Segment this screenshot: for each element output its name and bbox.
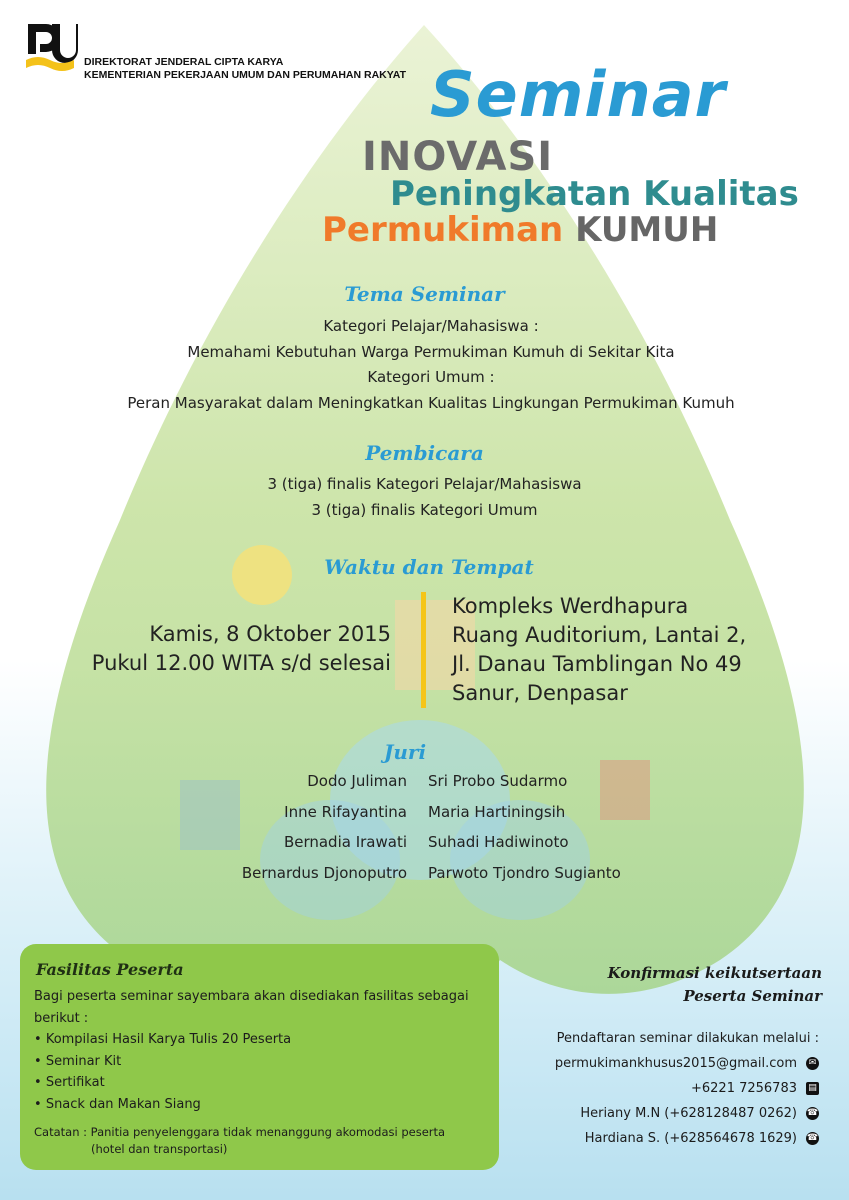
konfirmasi-contacts [555, 1026, 819, 1151]
juri-name: Sri Probo Sudarmo [428, 772, 568, 790]
konfirmasi-heading [608, 962, 822, 1008]
konfirmasi-intro: Pendaftaran seminar dilakukan melalui : [556, 1031, 819, 1046]
fasilitas-list [34, 1029, 489, 1115]
fasilitas-intro: Bagi peserta seminar sayembara akan disediakan fasilitas sebagai berikut : [34, 989, 469, 1026]
juri-name: Dodo Juliman [307, 772, 407, 790]
event-time: Pukul 12.00 WITA s/d selesai [91, 651, 391, 675]
juri-left-column [242, 766, 407, 888]
juri-right-column [428, 766, 621, 888]
waktu-heading: Waktu dan Tempat [324, 555, 534, 579]
pu-logo [22, 20, 78, 78]
organization-name [84, 56, 406, 82]
juri-name: Bernadia Irawati [283, 833, 407, 851]
juri-name: Bernardus Djonoputro [241, 863, 407, 882]
contact-fax: +6221 7256783 [690, 1081, 797, 1096]
pembicara-line-2: 3 (tiga) finalis Kategori Umum [311, 500, 538, 519]
waktu-datetime [92, 620, 391, 678]
place-line-4: Sanur, Denpasar [452, 681, 628, 705]
contact-phone-2: Hardiana S. (+628564678 1629) [584, 1131, 797, 1146]
tema-line-3: Kategori Umum : [367, 368, 495, 386]
fasilitas-heading: Fasilitas Peserta [36, 960, 184, 979]
note-line-2: (hotel dan transportasi) [91, 1142, 228, 1156]
pembicara-body [0, 472, 849, 523]
phone-row-2 [555, 1126, 819, 1151]
org-line-1: DIREKTORAT JENDERAL CIPTA KARYA [84, 56, 284, 68]
place-line-1: Kompleks Werdhapura [452, 594, 689, 618]
fasilitas-body [34, 986, 489, 1115]
fasilitas-item: • Snack dan Makan Siang [34, 1094, 489, 1116]
phone-icon: ☎ [806, 1108, 819, 1118]
pembicara-line-1: 3 (tiga) finalis Kategori Pelajar/Mahasiswa [267, 475, 582, 493]
tema-line-1: Kategori Pelajar/Mahasiswa : [323, 317, 539, 335]
fasilitas-note [34, 1124, 489, 1158]
contact-email[interactable]: permukimankhusus2015@gmail.com [554, 1056, 797, 1071]
contact-phone-1: Heriany M.N (+628128487 0262) [580, 1106, 797, 1121]
waktu-place [452, 592, 746, 708]
konfirmasi-heading-line-2: Peserta Seminar [683, 987, 822, 1005]
juri-name: Inne Rifayantina [284, 802, 407, 821]
fasilitas-item: • Kompilasi Hasil Karya Tulis 20 Peserta [34, 1029, 489, 1051]
konfirmasi-intro-row [555, 1026, 819, 1051]
title-inovasi: INOVASI [362, 134, 554, 180]
waktu-divider [421, 592, 426, 708]
phone-row-1 [555, 1101, 819, 1126]
pembicara-heading: Pembicara [365, 441, 484, 465]
tema-line-2: Memahami Kebutuhan Warga Permukiman Kumuh di Sekitar Kita [187, 342, 675, 361]
org-line-2: KEMENTERIAN PEKERJAAN UMUM DAN PERUMAHAN RAKYAT [84, 69, 407, 81]
title-seminar: Seminar [430, 58, 727, 131]
fax-icon: ▤ [806, 1082, 819, 1095]
juri-heading: Juri [383, 740, 427, 764]
title-peningkatan-kualitas: Peningkatan Kualitas [390, 174, 799, 214]
tema-heading: Tema Seminar [344, 282, 505, 306]
note-line-1: Catatan : Panitia penyelenggara tidak menanggung akomodasi peserta [34, 1125, 446, 1139]
fasilitas-item: • Sertifikat [34, 1072, 489, 1094]
title-permukiman-kumuh [322, 210, 718, 250]
juri-name: Suhadi Hadiwinoto [428, 833, 569, 851]
tema-body [0, 314, 849, 416]
place-line-2: Ruang Auditorium, Lantai 2, [452, 623, 747, 647]
event-date: Kamis, 8 Oktober 2015 [149, 622, 391, 646]
title-permukiman: Permukiman [322, 210, 564, 250]
email-row [555, 1051, 819, 1076]
place-line-3: Jl. Danau Tamblingan No 49 [452, 652, 742, 676]
juri-name: Parwoto Tjondro Sugianto [428, 863, 621, 882]
juri-name: Maria Hartiningsih [428, 802, 566, 821]
fasilitas-item: • Seminar Kit [34, 1051, 489, 1073]
tema-line-4: Peran Masyarakat dalam Meningkatkan Kualitas Lingkungan Permukiman Kumuh [127, 393, 735, 412]
email-icon: ✉ [806, 1057, 819, 1070]
title-kumuh: KUMUH [575, 210, 719, 250]
phone-icon: ☎ [806, 1133, 819, 1143]
konfirmasi-heading-line-1: Konfirmasi keikutsertaan [607, 964, 822, 982]
fax-row [555, 1076, 819, 1101]
